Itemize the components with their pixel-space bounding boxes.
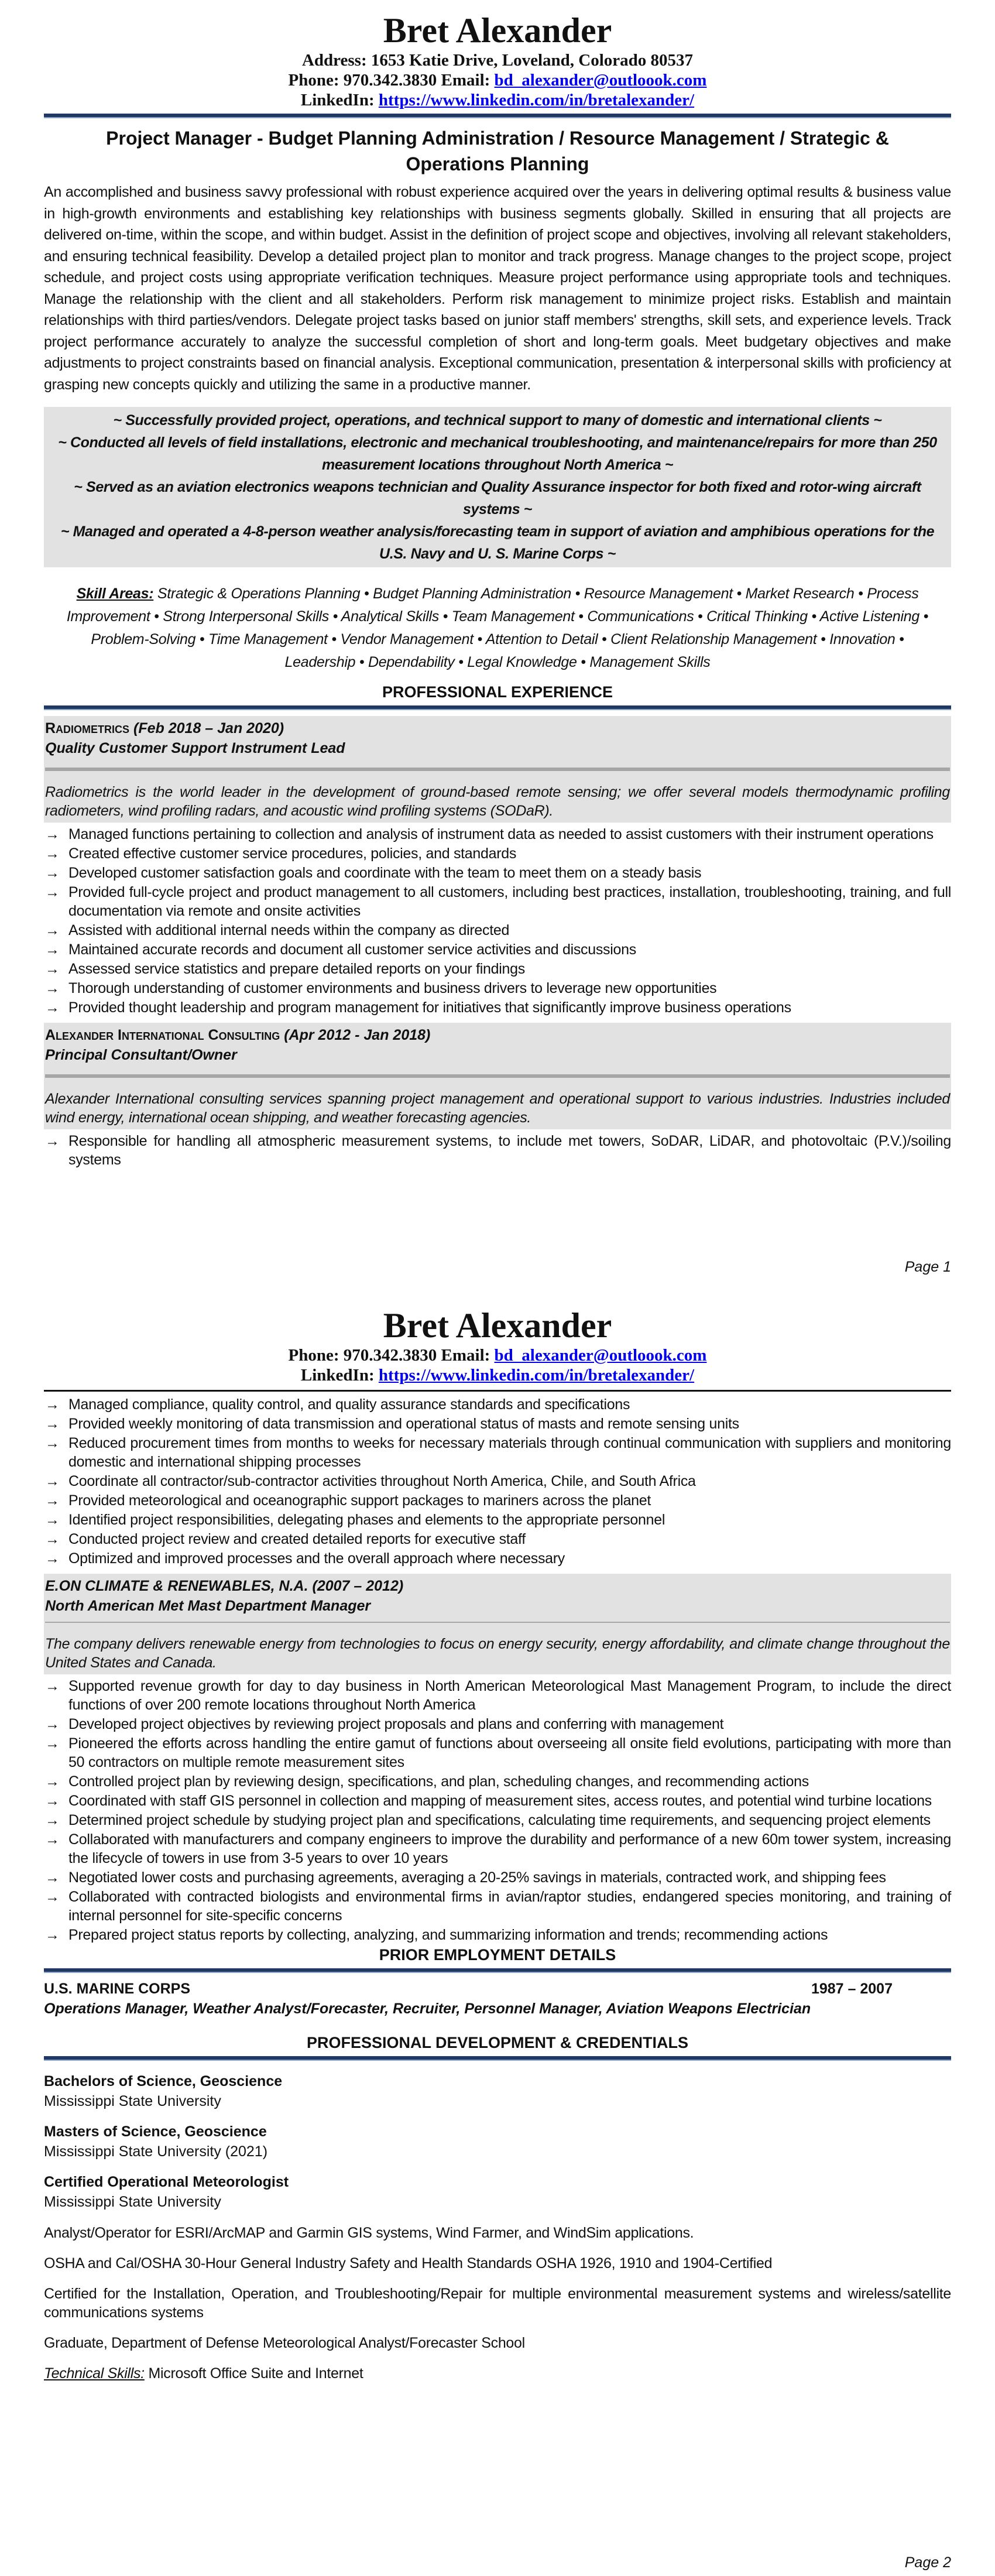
credential — [44, 2122, 951, 2161]
arrow-bullet-icon: → — [45, 865, 60, 881]
bullet-text: Coordinated with staff GIS personnel in collection and mapping of measurement sites, access routes, and potential wind turbine locations — [68, 1793, 932, 1809]
bullet-text: Controlled project plan by reviewing design, specifications, and plan, scheduling changes, and recommending actions — [68, 1773, 809, 1790]
linkedin-label: LinkedIn: — [300, 1366, 375, 1385]
bullet-item — [44, 921, 951, 940]
divider — [44, 705, 951, 710]
bullet-item — [44, 1414, 951, 1433]
arrow-bullet-icon: → — [45, 1550, 60, 1567]
skill-areas — [56, 583, 939, 674]
bullet-text: Provided full-cycle project and product management to all customers, including best practices, installation, troubleshooting, training, and full documentation via remote and onsite activities — [68, 884, 951, 919]
bullet-text: Maintained accurate records and document all customer service activities and discussions — [68, 941, 636, 958]
phone: 970.342.3830 — [343, 71, 437, 90]
phone: 970.342.3830 — [343, 1346, 437, 1365]
bullet-text: Pioneered the efforts across handling the entire gamut of functions about overseeing all onsite field evolutions, participating with more than 50 contractors on multiple remote measurement sites — [68, 1735, 951, 1770]
page-number: Page 2 — [904, 2554, 951, 2571]
arrow-bullet-icon: → — [45, 1793, 60, 1809]
linkedin-line — [44, 1365, 951, 1385]
professional-title: Project Manager - Budget Planning Administration / Resource Management / Strategic & Operations Planning — [106, 128, 889, 174]
bullet-item — [44, 1677, 951, 1714]
highlight: ~ Successfully provided project, operations, and technical support to many of domestic and international clients ~ — [113, 412, 882, 429]
skill-areas-label: Skill Areas: — [76, 585, 154, 602]
job-bullets — [44, 1677, 951, 1944]
bullet-item — [44, 1791, 951, 1810]
email-link[interactable]: bd_alexander@outloook.com — [494, 1346, 707, 1365]
bullet-text: Created effective customer service procedures, policies, and standards — [68, 845, 517, 862]
credential-item: Certified for the Installation, Operation, and Troubleshooting/Repair for multiple environmental measurement systems and wireless/satellite communications systems — [44, 2286, 951, 2321]
phone-label: Phone: — [288, 71, 339, 90]
technical-skills — [44, 2364, 951, 2383]
arrow-bullet-icon: → — [45, 1678, 60, 1694]
bullet-item — [44, 998, 951, 1017]
job-dates: (2007 – 2012) — [312, 1578, 404, 1594]
bullet-text: Identified project responsibilities, delegating phases and elements to the appropriate personnel — [68, 1512, 665, 1528]
marine-corps-entry — [44, 1979, 951, 1999]
arrow-bullet-icon: → — [45, 1473, 60, 1489]
arrow-bullet-icon: → — [45, 845, 60, 862]
bullet-item — [44, 940, 951, 959]
credential — [44, 2071, 951, 2111]
bullet-text: Provided weekly monitoring of data transmission and operational status of masts and remote sensing units — [68, 1416, 739, 1432]
arrow-bullet-icon: → — [45, 1773, 60, 1790]
bullet-text: Developed customer satisfaction goals and coordinate with the team to meet them on a steady basis — [68, 865, 702, 881]
bullet-text: Managed functions pertaining to collection and analysis of instrument data as needed to assist customers with their instrument operations — [68, 826, 934, 842]
divider — [44, 1968, 951, 1973]
arrow-bullet-icon: → — [45, 1396, 60, 1413]
company-name: E.ON CLIMATE & RENEWABLES, N.A. — [45, 1578, 308, 1594]
phone-label: Phone: — [288, 1346, 339, 1365]
technical-skills-value: Microsoft Office Suite and Internet — [148, 2365, 363, 2382]
job-header-radiometrics — [44, 716, 951, 777]
company-description: Radiometrics is the world leader in the development of ground-based remote sensing; we offer several models thermodynamic profiling radiometers, wind profiling radars, and acoustic wind profiling systems (SODaR). — [44, 777, 951, 823]
bullet-item — [44, 844, 951, 863]
job-role: North American Met Mast Department Manager — [45, 1598, 371, 1614]
email-label: Email: — [441, 1346, 490, 1365]
bullet-item — [44, 1772, 951, 1791]
bullet-item — [44, 1868, 951, 1887]
bullet-text: Supported revenue growth for day to day business in North American Meteorological Mast Management Program, to include the direct functions of over 200 remote locations throughout North America — [68, 1678, 951, 1713]
credential-item: OSHA and Cal/OSHA 30-Hour General Industry Safety and Health Standards OSHA 1926, 1910 and 1904-Certified — [44, 2255, 773, 2272]
bullet-text: Coordinate all contractor/sub-contractor activities throughout North America, Chile, and South Africa — [68, 1473, 696, 1489]
arrow-bullet-icon: → — [45, 922, 60, 938]
bullet-item — [44, 1830, 951, 1868]
skill-areas-list: Strategic & Operations Planning • Budget Planning Administration • Resource Management • Market Research • Process Improvement • Strong Interpersonal Skills • Analytical Skills • Team Management • Communications • Critical Thinking • Active Listening • Problem-Solving • Time Management • Vendor Management • Attention to Detail • Client Relationship Management • Innovation • Leadership • Dependability • Legal Knowledge • Management Skills — [66, 585, 929, 670]
bullet-text: Assisted with additional internal needs within the company as directed — [68, 922, 510, 938]
divider — [45, 1074, 950, 1078]
highlight: ~ Managed and operated a 4-8-person weather analysis/forecasting team in support of aviation and amphibious operations for the U.S. Navy and U. S. Marine Corps ~ — [60, 523, 935, 562]
bullet-item — [44, 1715, 951, 1734]
bullet-text: Collaborated with contracted biologists and environmental firms in avian/raptor studies, endangered species monitoring, and training of internal personnel for site-specific concerns — [68, 1889, 951, 1924]
highlights-box — [44, 407, 951, 567]
section-heading-experience: PROFESSIONAL EXPERIENCE — [382, 683, 613, 701]
bullet-text: Responsible for handling all atmospheric measurement systems, to include met towers, SoDAR, LiDAR, and photovoltaic (P.V.)/soiling systems — [68, 1133, 951, 1168]
job-header-alexander-consulting — [44, 1023, 951, 1084]
credential-title: Bachelors of Science, Geoscience — [44, 2073, 283, 2089]
bullet-text: Determined project schedule by studying project plan and specifications, calculating time requirements, and sequencing project elements — [68, 1812, 931, 1828]
divider — [44, 1390, 951, 1392]
bullet-item — [44, 1395, 951, 1414]
divider — [44, 114, 951, 118]
arrow-bullet-icon: → — [45, 1735, 60, 1752]
credential-school: Mississippi State University — [44, 2194, 221, 2210]
bullet-text: Developed project objectives by reviewing project proposals and plans and conferring with management — [68, 1716, 724, 1732]
arrow-bullet-icon: → — [45, 1831, 60, 1848]
company-name: Radiometrics — [45, 720, 130, 737]
arrow-bullet-icon: → — [45, 1889, 60, 1905]
bullet-item — [44, 1888, 951, 1925]
arrow-bullet-icon: → — [45, 1812, 60, 1828]
linkedin-label: LinkedIn: — [300, 91, 375, 109]
credential-school: Mississippi State University — [44, 2093, 221, 2109]
job-role: Principal Consultant/Owner — [45, 1047, 237, 1063]
email-label: Email: — [441, 71, 490, 90]
bullet-item — [44, 1491, 951, 1510]
bullet-item — [44, 1549, 951, 1568]
arrow-bullet-icon: → — [45, 1869, 60, 1886]
arrow-bullet-icon: → — [45, 1133, 60, 1149]
bullet-text: Conducted project review and created detailed reports for executive staff — [68, 1531, 526, 1547]
arrow-bullet-icon: → — [45, 1716, 60, 1732]
arrow-bullet-icon: → — [45, 1435, 60, 1451]
arrow-bullet-icon: → — [45, 1416, 60, 1432]
arrow-bullet-icon: → — [45, 1927, 60, 1943]
company-name: Alexander International Consulting — [45, 1027, 280, 1043]
divider — [45, 768, 950, 771]
company-description: The company delivers renewable energy from technologies to focus on energy security, energy affordability, and climate change throughout the United States and Canada. — [44, 1629, 951, 1674]
bullet-item — [44, 1926, 951, 1944]
arrow-bullet-icon: → — [45, 1531, 60, 1547]
bullet-item — [44, 1734, 951, 1772]
address: 1653 Katie Drive, Loveland, Colorado 80537 — [370, 51, 694, 70]
bullet-text: Provided thought leadership and program management for initiatives that significantly improve business operations — [68, 999, 791, 1016]
credential-school: Mississippi State University (2021) — [44, 2143, 268, 2160]
bullet-item — [44, 1811, 951, 1830]
bullet-text: Collaborated with manufacturers and company engineers to improve the durability and performance of a new 60m tower system, increasing the lifecycle of towers in use from 3-5 years to over 10 years — [68, 1831, 951, 1866]
resume-page-2 — [0, 1306, 995, 2576]
bullet-item — [44, 1510, 951, 1529]
job-bullets — [44, 825, 951, 1017]
bullet-item — [44, 960, 951, 978]
bullet-text: Managed compliance, quality control, and quality assurance standards and specifications — [68, 1396, 630, 1413]
phone-email-line — [44, 1345, 951, 1365]
credential-title: Masters of Science, Geoscience — [44, 2123, 267, 2140]
bullet-item — [44, 864, 951, 882]
credential-item: Graduate, Department of Defense Meteorological Analyst/Forecaster School — [44, 2335, 525, 2351]
divider — [44, 2056, 951, 2061]
highlight: ~ Conducted all levels of field installations, electronic and mechanical troubleshooting, and maintenance/repairs for more than 250 measurement locations throughout North America ~ — [58, 434, 937, 473]
bullet-text: Negotiated lower costs and purchasing agreements, averaging a 20-25% savings in materials, contracted work, and shipping fees — [68, 1869, 886, 1886]
bullet-text: Reduced procurement times from months to weeks for necessary materials through continual communication with suppliers and monitoring domestic and international shipping processes — [68, 1435, 951, 1470]
page-number: Page 1 — [904, 1259, 951, 1275]
arrow-bullet-icon: → — [45, 1512, 60, 1528]
job-bullets — [44, 1132, 951, 1169]
address-label: Address: — [301, 51, 367, 70]
address-line — [44, 50, 951, 70]
linkedin-line — [44, 90, 951, 110]
divider — [45, 1622, 950, 1623]
summary: An accomplished and business savvy professional with robust experience acquired over the years in delivering optimal results & business value in high-growth environments and establishing key relationships with business segments globally. Skilled in ensuring that all projects are delivered on-time, within the scope, and within budget. Assist in the definition of project scope and objectives, involving all relevant stakeholders, and ensuring technical feasibility. Develop a detailed project plan to monitor and track progress. Manage changes to the project scope, project schedule, and project costs using appropriate verification techniques. Measure project performance using appropriate tools and techniques. Manage the relationship with the client and all stakeholders. Perform risk management to minimize project risks. Establish and maintain relationships with third parties/vendors. Delegate project tasks based on junior staff members' strengths, skill sets, and experience levels. Track project performance accurately to analyze the successful completion of short and long-term goals. Meet budgetary objectives and make adjustments to project constraints based on financial analysis. Exceptional communication, presentation & interpersonal skills with proficiency at grasping new concepts quickly and utilizing the same in a productive manner. — [44, 184, 951, 393]
job-bullets-continued — [44, 1395, 951, 1568]
credential-title: Certified Operational Meteorologist — [44, 2174, 289, 2190]
bullet-item — [44, 1530, 951, 1549]
bullet-text: Optimized and improved processes and the overall approach where necessary — [68, 1550, 565, 1567]
phone-email-line — [44, 70, 951, 90]
arrow-bullet-icon: → — [45, 961, 60, 977]
technical-skills-label: Technical Skills: — [44, 2365, 145, 2382]
bullet-item — [44, 883, 951, 920]
job-role: Operations Manager, Weather Analyst/Forecaster, Recruiter, Personnel Manager, Aviation Weapons Electrician — [44, 2000, 811, 2017]
job-dates: 1987 – 2007 — [811, 1981, 893, 1997]
email-link[interactable]: bd_alexander@outloook.com — [494, 71, 707, 90]
section-heading-credentials: PROFESSIONAL DEVELOPMENT & CREDENTIALS — [306, 2034, 689, 2051]
arrow-bullet-icon: → — [45, 884, 60, 900]
arrow-bullet-icon: → — [45, 980, 60, 996]
arrow-bullet-icon: → — [45, 1492, 60, 1509]
arrow-bullet-icon: → — [45, 999, 60, 1016]
bullet-text: Assessed service statistics and prepare detailed reports on your findings — [68, 961, 525, 977]
bullet-text: Thorough understanding of customer environments and business drivers to leverage new opportunities — [68, 980, 717, 996]
bullet-item — [44, 979, 951, 998]
candidate-name: Bret Alexander — [383, 11, 612, 50]
bullet-item — [44, 825, 951, 844]
bullet-text: Prepared project status reports by collecting, analyzing, and summarizing information and trends; recommending actions — [68, 1927, 828, 1943]
bullet-item — [44, 1434, 951, 1471]
job-dates: (Apr 2012 - Jan 2018) — [284, 1027, 431, 1043]
arrow-bullet-icon: → — [45, 826, 60, 842]
company-name: U.S. MARINE CORPS — [44, 1981, 191, 1997]
candidate-name: Bret Alexander — [383, 1306, 612, 1345]
section-heading-prior-employment: PRIOR EMPLOYMENT DETAILS — [379, 1946, 616, 1964]
arrow-bullet-icon: → — [45, 941, 60, 958]
job-dates: (Feb 2018 – Jan 2020) — [133, 720, 284, 737]
bullet-item — [44, 1132, 951, 1169]
credential-item: Analyst/Operator for ESRI/ArcMAP and Garmin GIS systems, Wind Farmer, and WindSim applications. — [44, 2225, 694, 2241]
bullet-text: Provided meteorological and oceanographic support packages to mariners across the planet — [68, 1492, 651, 1509]
job-role: Quality Customer Support Instrument Lead — [45, 740, 345, 756]
highlight: ~ Served as an aviation electronics weapons technician and Quality Assurance inspector for both fixed and rotor-wing aircraft systems ~ — [74, 479, 921, 518]
linkedin-link[interactable]: https://www.linkedin.com/in/bretalexander/ — [378, 91, 695, 109]
linkedin-link[interactable]: https://www.linkedin.com/in/bretalexander/ — [378, 1366, 695, 1385]
bullet-item — [44, 1472, 951, 1491]
job-header-eon — [44, 1574, 951, 1629]
company-description: Alexander International consulting services spanning project management and operational support to various industries. Industries included wind energy, international ocean shipping, and weather forecasting agencies. — [44, 1084, 951, 1129]
credential — [44, 2172, 951, 2212]
